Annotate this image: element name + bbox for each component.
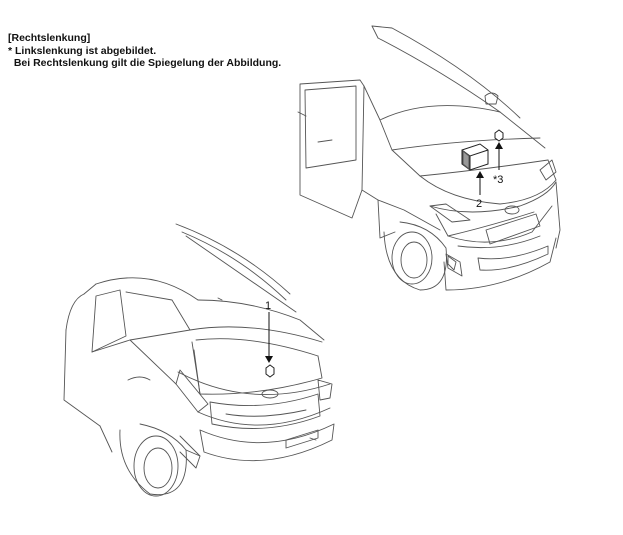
callout-label-2: 2 xyxy=(476,198,483,210)
rear-view-car xyxy=(64,224,334,496)
front-view-car xyxy=(298,26,560,290)
notes-line-2: Bei Rechtslenkung gilt die Spiegelung der Abbildung. xyxy=(8,57,282,69)
rear-fastener xyxy=(266,365,274,377)
callout-label-1: 1 xyxy=(265,300,272,312)
notes-heading: [Rechtslenkung] xyxy=(8,32,91,44)
notes-line-1: * Linkslenkung ist abgebildet. xyxy=(8,44,157,57)
front-component-module xyxy=(462,144,488,170)
callout-label-3: *3 xyxy=(493,174,504,186)
front-fastener xyxy=(495,130,503,141)
